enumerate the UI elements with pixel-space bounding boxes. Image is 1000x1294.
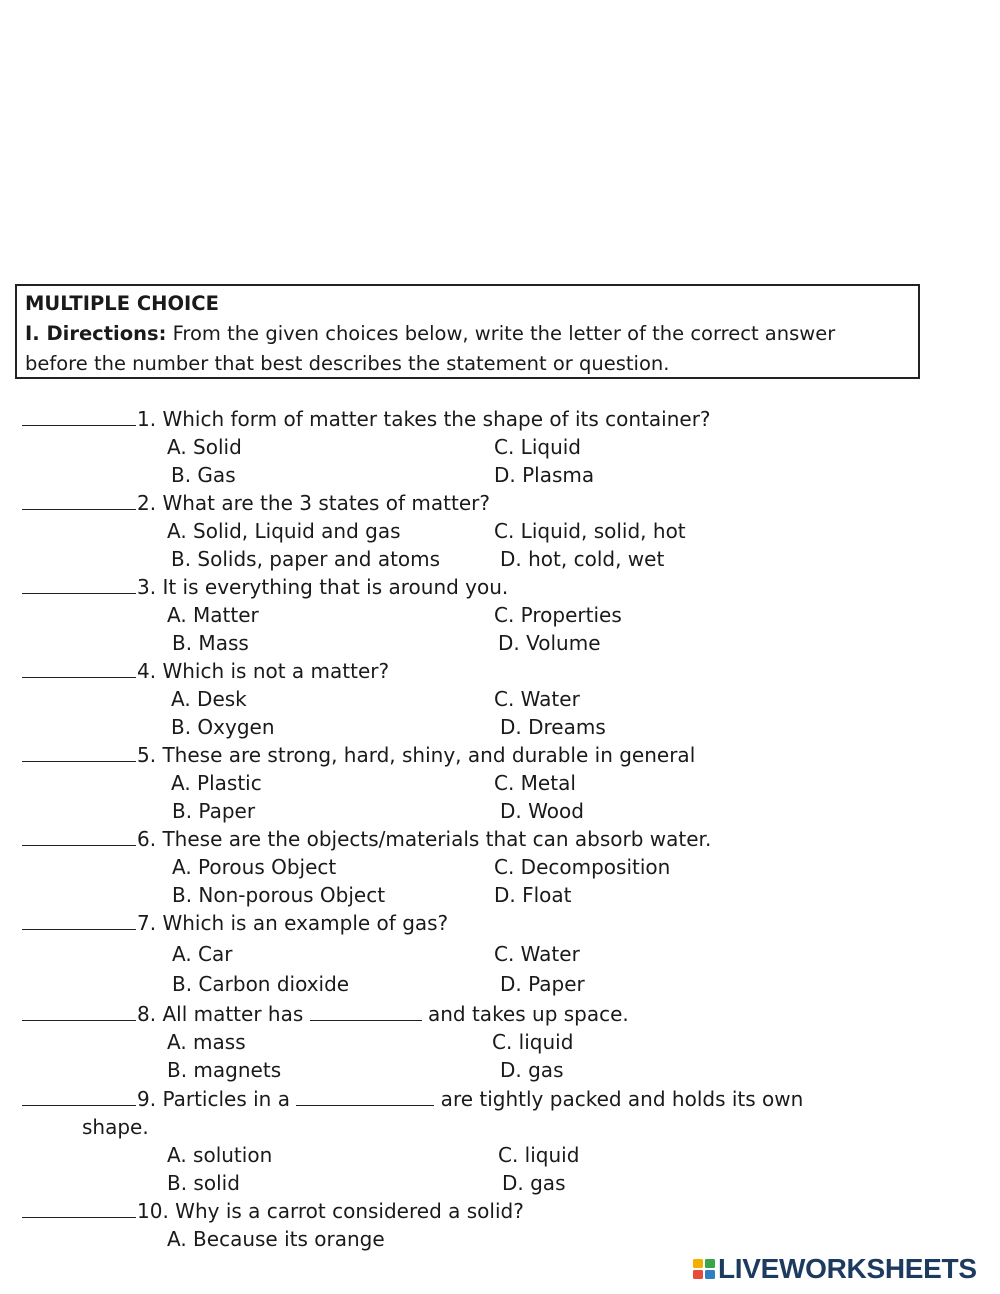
directions-label: I. Directions: [25,322,167,345]
option-c: C. Liquid, solid, hot [494,519,686,543]
question-continuation: shape. [82,1115,149,1139]
answer-blank[interactable] [22,827,136,846]
option-b: B. Carbon dioxide [172,972,350,996]
option-b: B. solid [167,1171,240,1195]
question-number: 4. [137,659,157,683]
option-b: B. Non-porous Object [172,883,386,907]
option-d: D. Plasma [494,463,595,487]
option-a: A. solution [167,1143,273,1167]
question-text: What are the 3 states of matter? [156,491,490,515]
option-c: C. liquid [498,1143,580,1167]
option-a: A. Solid [167,435,242,459]
question-number: 5. [137,743,157,767]
question-2 [22,489,490,517]
question-10 [22,1197,524,1225]
question-8 [22,1000,629,1028]
directions-line-2: before the number that best describes the statement or question. [25,352,670,375]
liveworksheets-logo-icon [692,1257,716,1281]
question-number: 7. [137,911,157,935]
fill-in-blank [310,1002,422,1021]
answer-blank[interactable] [22,407,136,426]
question-6 [22,825,711,853]
option-b: B. Solids, paper and atoms [171,547,441,571]
option-b: B. magnets [167,1058,282,1082]
option-a: A. Porous Object [172,855,337,879]
option-d: D. gas [502,1171,566,1195]
question-text: These are the objects/materials that can absorb water. [156,827,712,851]
question-number: 10. [137,1199,169,1223]
question-number: 1. [137,407,157,431]
option-b: B. Paper [172,799,256,823]
answer-blank[interactable] [22,491,136,510]
option-a: A. Car [172,942,233,966]
question-number: 9. [137,1087,157,1111]
answer-blank[interactable] [22,659,136,678]
question-number: 6. [137,827,157,851]
option-d: D. Paper [500,972,585,996]
option-c: C. Decomposition [494,855,671,879]
directions-line-1 [25,319,910,349]
option-d: D. Float [494,883,572,907]
option-c: C. Metal [494,771,576,795]
option-c: C. Water [494,687,580,711]
logo-text: LIVEWORKSHEETS [718,1253,977,1284]
option-b: B. Oxygen [171,715,275,739]
logo-square-3 [693,1270,703,1279]
question-9 [22,1085,803,1113]
option-a: A. mass [167,1030,246,1054]
option-b: B. Mass [172,631,249,655]
option-c: C. Properties [494,603,622,627]
option-b: B. Gas [171,463,236,487]
answer-blank[interactable] [22,911,136,930]
question-text: Particles in a [156,1087,297,1111]
logo-square-4 [705,1270,715,1279]
section-title: MULTIPLE CHOICE [25,292,219,315]
question-text: All matter has [156,1002,310,1026]
directions-text: From the given choices below, write the letter of the correct answer [166,322,836,345]
directions-box [15,284,920,379]
question-1 [22,405,711,433]
answer-blank[interactable] [22,743,136,762]
question-number: 2. [137,491,157,515]
question-text: Which is not a matter? [156,659,390,683]
option-d: D. Volume [498,631,601,655]
option-c: C. Liquid [494,435,582,459]
question-text: It is everything that is around you. [156,575,509,599]
option-a: A. Plastic [171,771,262,795]
option-a: A. Desk [171,687,247,711]
option-d: D. Dreams [500,715,606,739]
option-c: C. liquid [492,1030,574,1054]
question-5 [22,741,695,769]
option-a: A. Because its orange [167,1227,385,1251]
liveworksheets-logo [692,1253,977,1285]
option-a: A. Matter [167,603,259,627]
option-c: C. Water [494,942,580,966]
question-3 [22,573,508,601]
answer-blank[interactable] [22,1002,136,1021]
fill-in-blank [296,1087,434,1106]
answer-blank[interactable] [22,575,136,594]
question-text: Which form of matter takes the shape of its container? [156,407,711,431]
question-number: 3. [137,575,157,599]
question-text: and takes up space. [421,1002,629,1026]
logo-square-2 [705,1259,715,1268]
question-text: Which is an example of gas? [156,911,449,935]
logo-square-1 [693,1259,703,1268]
option-d: D. hot, cold, wet [500,547,665,571]
question-7 [22,909,448,937]
answer-blank[interactable] [22,1199,136,1218]
question-text: are tightly packed and holds its own [434,1087,804,1111]
option-d: D. gas [500,1058,564,1082]
question-text: Why is a carrot considered a solid? [168,1199,524,1223]
answer-blank[interactable] [22,1087,136,1106]
question-number: 8. [137,1002,157,1026]
question-4 [22,657,389,685]
option-a: A. Solid, Liquid and gas [167,519,401,543]
option-d: D. Wood [500,799,584,823]
question-text: These are strong, hard, shiny, and durable in general [156,743,696,767]
